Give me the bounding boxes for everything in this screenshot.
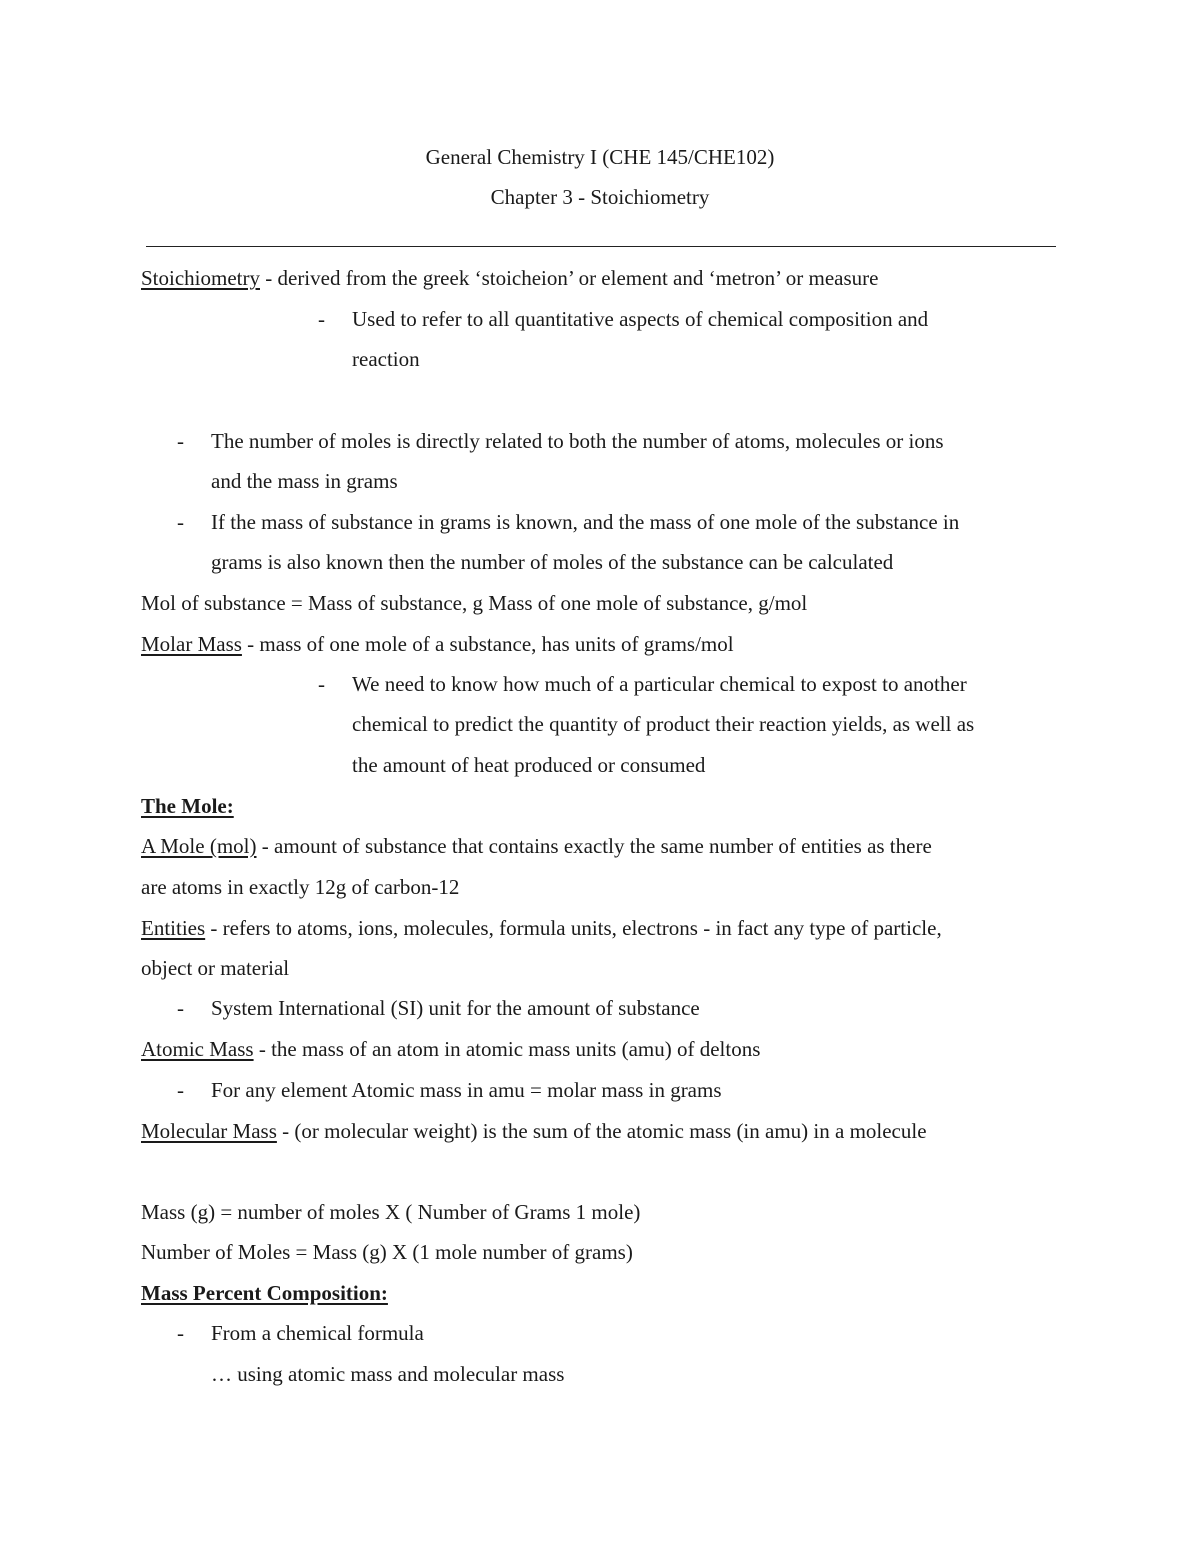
term-atomic-mass: Atomic Mass [141, 1037, 254, 1061]
mass-formula: Mass (g) = number of moles X ( Number of Grams 1 mole) [141, 1200, 641, 1224]
term-molecular-mass: Molecular Mass [141, 1119, 277, 1143]
moles-formula: Number of Moles = Mass (g) X (1 mole number of grams) [141, 1240, 633, 1264]
bullet-dash: - [177, 1078, 184, 1102]
si-bullet: System International (SI) unit for the amount of substance [211, 996, 700, 1020]
molecular-mass-definition [141, 1118, 927, 1144]
bullet-dash: - [177, 996, 184, 1020]
atomic-mass-definition [141, 1036, 760, 1062]
molar-bullet-line-2: chemical to predict the quantity of product their reaction yields, as well as [352, 712, 975, 736]
atomic-mass-text: - the mass of an atom in atomic mass units (amu) of deltons [253, 1037, 761, 1061]
molar-mass-text: - mass of one mole of a substance, has units of grams/mol [241, 632, 734, 656]
section-heading-mole: The Mole: [141, 794, 234, 818]
mole-text: - amount of substance that contains exactly the same number of entities as there [256, 834, 932, 858]
bullet-dash: - [177, 1321, 184, 1345]
atomic-bullet: For any element Atomic mass in amu = molar mass in grams [211, 1078, 722, 1102]
mol-formula: Mol of substance = Mass of substance, g Mass of one mole of substance, g/mol [141, 591, 808, 615]
entities-definition-line-2: object or material [141, 956, 290, 980]
bullet-dash: - [318, 672, 325, 696]
moles-bullet-1-line-1: The number of moles is directly related to both the number of atoms, molecules or ions [211, 429, 944, 453]
stoichiometry-bullet-line-1: Used to refer to all quantitative aspects of chemical composition and [352, 307, 929, 331]
term-stoichiometry: Stoichiometry [141, 266, 260, 290]
molar-mass-definition [141, 631, 734, 657]
molar-bullet-line-1: We need to know how much of a particular chemical to expost to another [352, 672, 967, 696]
term-entities: Entities [141, 916, 206, 940]
section-heading-mass-percent: Mass Percent Composition: [141, 1281, 388, 1305]
molecular-mass-text: - (or molecular weight) is the sum of the atomic mass (in amu) in a molecule [276, 1119, 927, 1143]
term-mole: A Mole (mol) [141, 834, 257, 858]
document-subtitle: Chapter 3 - Stoichiometry [490, 185, 710, 209]
entities-definition-line-1 [141, 915, 942, 941]
molar-bullet-line-3: the amount of heat produced or consumed [352, 753, 706, 777]
entities-text: - refers to atoms, ions, molecules, formula units, electrons - in fact any type of particle, [205, 916, 942, 940]
mole-definition-line-1 [141, 833, 932, 859]
moles-bullet-2-line-2: grams is also known then the number of moles of the substance can be calculated [211, 550, 894, 574]
mpc-bullet: From a chemical formula [211, 1321, 424, 1345]
stoichiometry-text: - derived from the greek ‘stoicheion’ or element and ‘metron’ or measure [260, 266, 879, 290]
term-molar-mass: Molar Mass [141, 632, 242, 656]
moles-bullet-2-line-1: If the mass of substance in grams is known, and the mass of one mole of the substance in [211, 510, 960, 534]
bullet-dash: - [177, 510, 184, 534]
mpc-sub-line: … using atomic mass and molecular mass [211, 1362, 565, 1386]
mole-definition-line-2: are atoms in exactly 12g of carbon-12 [141, 875, 460, 899]
horizontal-rule [146, 246, 1056, 247]
bullet-dash: - [177, 429, 184, 453]
document-title: General Chemistry I (CHE 145/CHE102) [425, 145, 775, 169]
bullet-dash: - [318, 307, 325, 331]
moles-bullet-1-line-2: and the mass in grams [211, 469, 398, 493]
stoichiometry-bullet-line-2: reaction [352, 347, 420, 371]
stoichiometry-definition [141, 265, 878, 291]
